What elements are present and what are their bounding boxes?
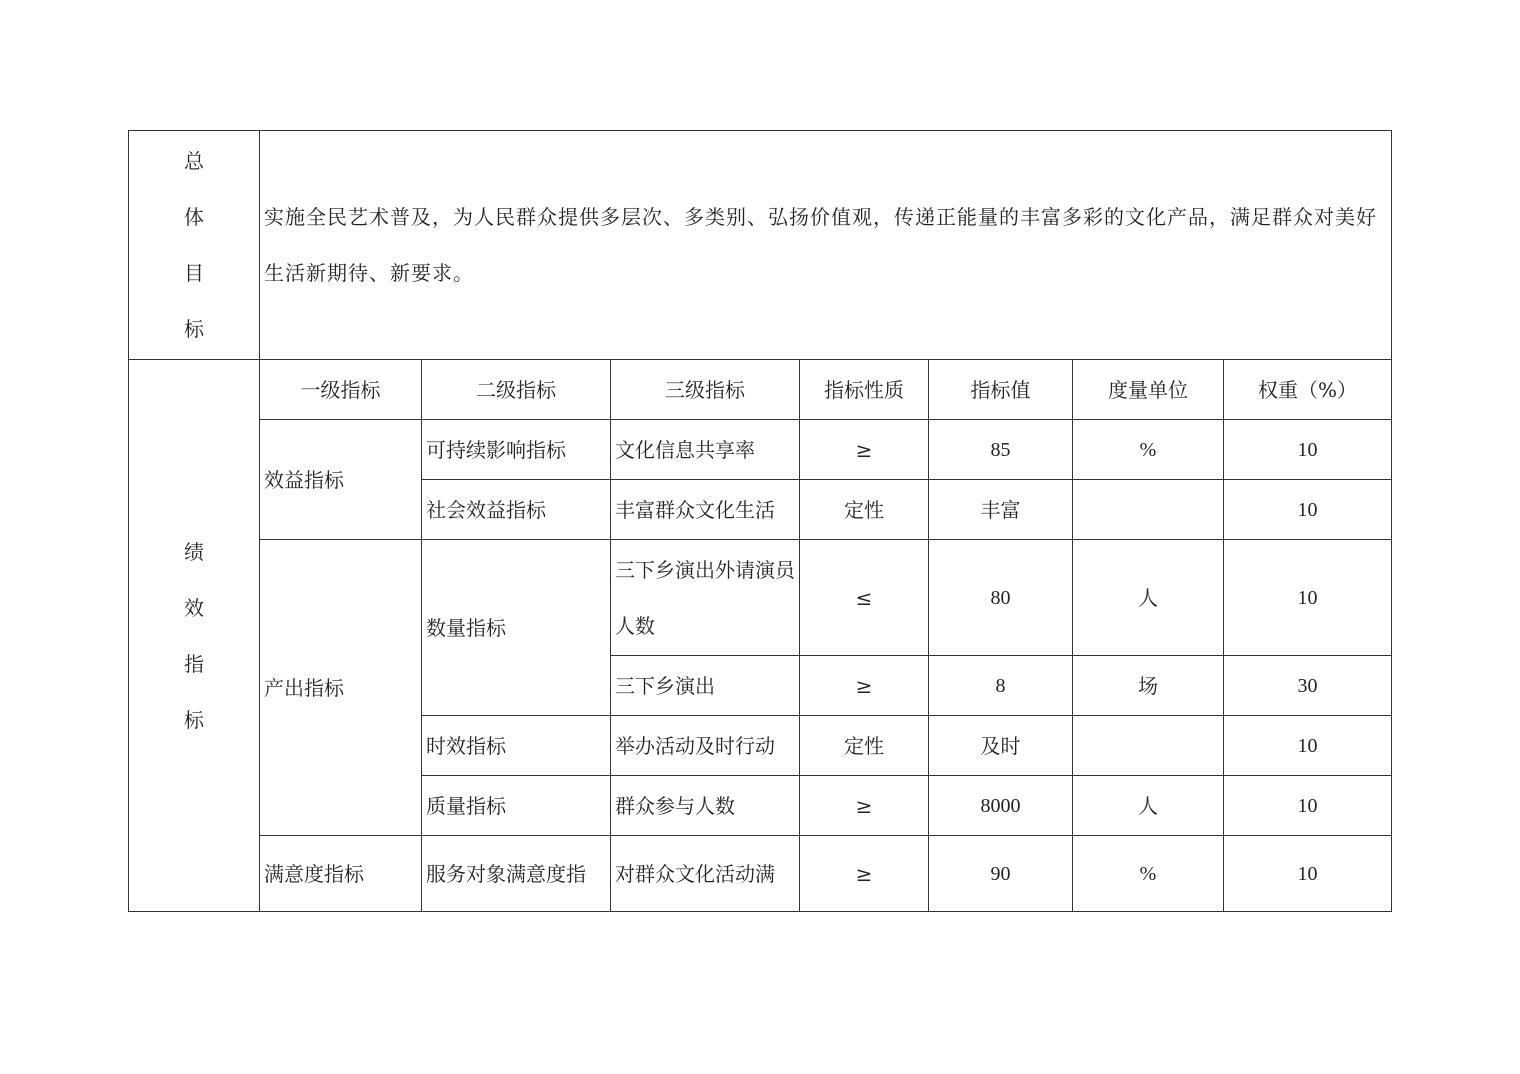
goal-text: 实施全民艺术普及，为人民群众提供多层次、多类别、弘扬价值观，传递正能量的丰富多彩的文化产品，满足群众对美好生活新期待、新要求。 (260, 131, 1392, 360)
header-level1: 一级指标 (260, 360, 422, 420)
value-cell: 丰富 (929, 480, 1073, 540)
value-cell: 8 (929, 656, 1073, 716)
level3-cell: 对群众文化活动满 (611, 836, 800, 912)
unit-cell: 人 (1073, 540, 1224, 656)
header-weight: 权重（%） (1224, 360, 1392, 420)
goal-label-char: 目 (184, 261, 204, 285)
group-satisfaction: 满意度指标 (260, 836, 422, 912)
value-cell: 90 (929, 836, 1073, 912)
unit-cell (1073, 480, 1224, 540)
goal-row (129, 131, 1392, 360)
group-output: 产出指标 (260, 540, 422, 836)
unit-cell: 人 (1073, 776, 1224, 836)
weight-cell: 10 (1224, 540, 1392, 656)
level3-cell: 群众参与人数 (611, 776, 800, 836)
performance-label-char: 绩 (184, 539, 204, 564)
header-nature: 指标性质 (800, 360, 929, 420)
level2-cell: 质量指标 (422, 776, 611, 836)
value-cell: 80 (929, 540, 1073, 656)
goal-label-char: 标 (184, 317, 204, 341)
header-row (129, 360, 1392, 420)
performance-label-char: 指 (184, 651, 204, 676)
weight-cell: 10 (1224, 776, 1392, 836)
unit-cell: % (1073, 836, 1224, 912)
level2-cell: 可持续影响指标 (422, 420, 611, 480)
nature-cell: 定性 (800, 480, 929, 540)
performance-label-char: 效 (184, 595, 204, 620)
weight-cell: 10 (1224, 420, 1392, 480)
performance-label-cell (129, 360, 260, 912)
level3-cell: 三下乡演出外请演员人数 (611, 540, 800, 656)
weight-cell: 10 (1224, 836, 1392, 912)
table-row (129, 420, 1392, 480)
header-level2: 二级指标 (422, 360, 611, 420)
level2-cell: 服务对象满意度指 (422, 836, 611, 912)
unit-cell: 场 (1073, 656, 1224, 716)
goal-label-cell (129, 131, 260, 360)
nature-cell: 定性 (800, 716, 929, 776)
value-cell: 8000 (929, 776, 1073, 836)
weight-cell: 10 (1224, 716, 1392, 776)
weight-cell: 30 (1224, 656, 1392, 716)
performance-label-char: 标 (184, 707, 204, 732)
unit-cell (1073, 716, 1224, 776)
unit-cell: % (1073, 420, 1224, 480)
header-unit: 度量单位 (1073, 360, 1224, 420)
weight-cell: 10 (1224, 480, 1392, 540)
level2-cell: 时效指标 (422, 716, 611, 776)
level3-cell: 三下乡演出 (611, 656, 800, 716)
level2-cell: 社会效益指标 (422, 480, 611, 540)
level3-cell: 丰富群众文化生活 (611, 480, 800, 540)
performance-target-table (128, 130, 1392, 912)
nature-cell: ≥ (800, 420, 929, 480)
header-value: 指标值 (929, 360, 1073, 420)
goal-label-char: 总 (184, 149, 204, 173)
nature-cell: ≤ (800, 540, 929, 656)
level3-cell: 文化信息共享率 (611, 420, 800, 480)
nature-cell: ≥ (800, 656, 929, 716)
nature-cell: ≥ (800, 836, 929, 912)
table-row (129, 836, 1392, 912)
level3-cell: 举办活动及时行动 (611, 716, 800, 776)
nature-cell: ≥ (800, 776, 929, 836)
value-cell: 及时 (929, 716, 1073, 776)
table-row (129, 540, 1392, 656)
header-level3: 三级指标 (611, 360, 800, 420)
goal-label-char: 体 (184, 205, 204, 229)
level2-cell: 数量指标 (422, 540, 611, 716)
group-benefit: 效益指标 (260, 420, 422, 540)
value-cell: 85 (929, 420, 1073, 480)
